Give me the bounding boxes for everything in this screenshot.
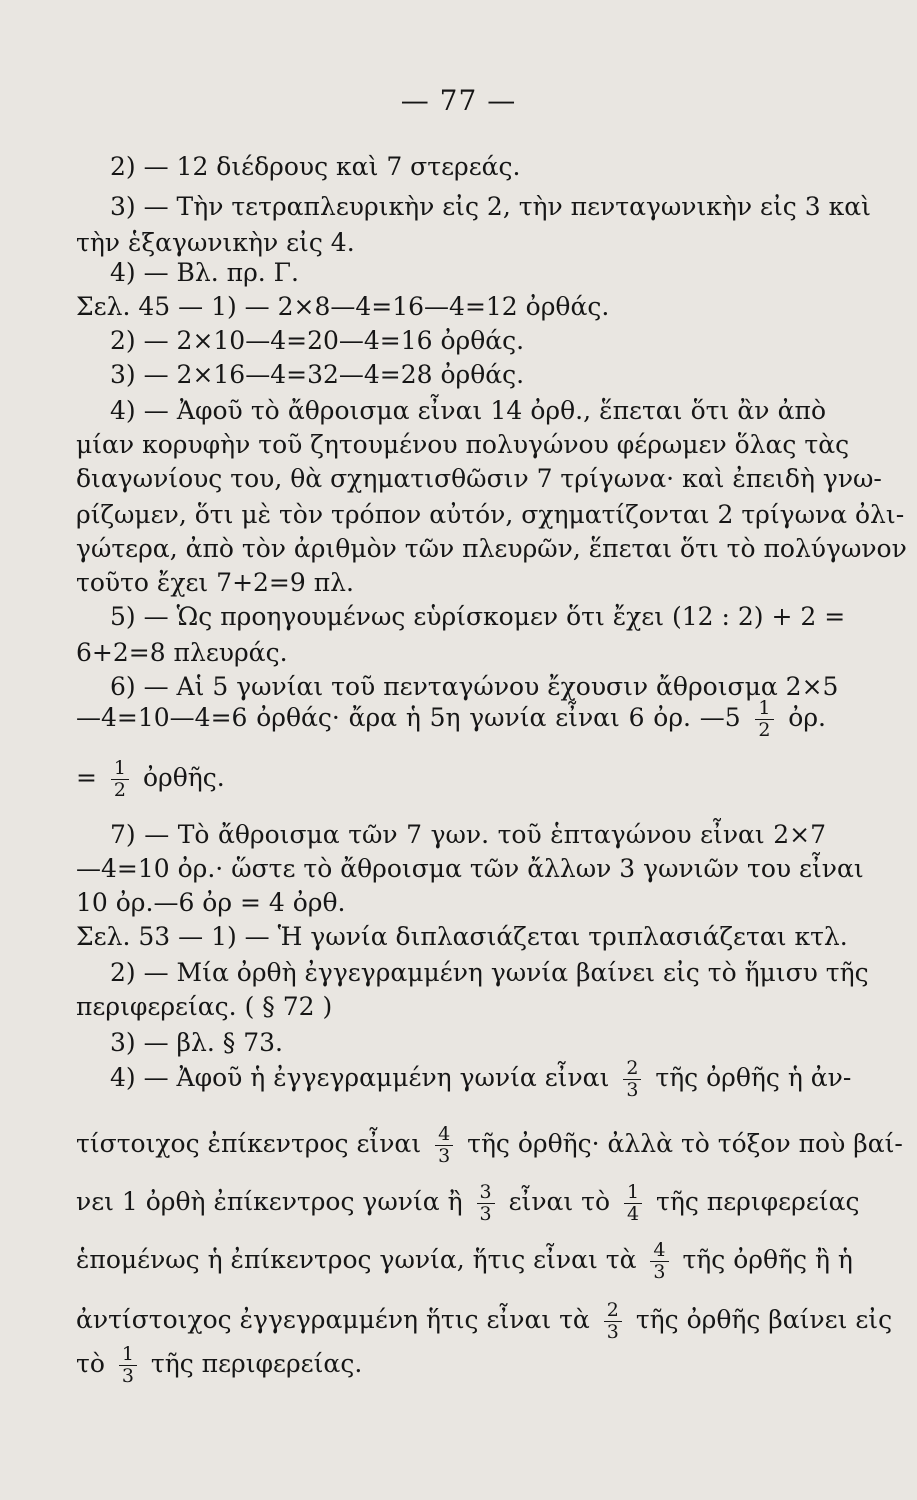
text-line: 10 ὀρ.—6 ὀρ = 4 ὀρθ. [76,888,346,917]
text-line: διαγωνίους του, θὰ σχηματισθῶσιν 7 τρίγωνα· καὶ ἐπειδὴ γνω- [76,464,882,493]
text-line: μίαν κορυφὴν τοῦ ζητουμένου πολυγώνου φέρωμεν ὅλας τὰς [76,430,850,459]
fraction-numerator: 3 [477,1182,495,1204]
fraction-denominator: 3 [626,1079,639,1101]
text-segment: τῆς περιφερείας [656,1187,860,1216]
text-line: περιφερείας. ( § 72 ) [76,992,333,1021]
text-line: 2) — 2×10—4=20—4=16 ὀρθάς. [110,326,525,355]
fraction-denominator: 3 [479,1203,492,1225]
fraction-denominator: 2 [758,719,771,741]
text-line: 2) — 12 διέδρους καὶ 7 στερεάς. [110,152,521,181]
fraction-denominator: 3 [653,1261,666,1283]
fraction [623,1058,641,1101]
text-line [76,698,826,741]
text-segment: εἶναι τὸ [508,1187,611,1216]
text-segment: τῆς περιφερείας. [150,1349,363,1378]
text-line: 6+2=8 πλευράς. [76,638,288,667]
text-line: —4=10 ὀρ.· ὥστε τὸ ἄθροισμα τῶν ἄλλων 3 γωνιῶν του εἶναι [76,854,864,883]
text-segment: = [76,763,97,792]
fraction-numerator: 4 [435,1124,453,1146]
fraction [477,1182,495,1225]
fraction-denominator: 3 [121,1365,134,1387]
page-number: — 77 — [400,84,517,117]
text-segment: ὀρ. [788,703,826,732]
text-line [76,1181,860,1225]
text-segment: 4) — Ἀφοῦ ἡ ἐγγεγραμμένη γωνία εἶναι [110,1063,610,1092]
text-line: τοῦτο ἔχει 7+2=9 πλ. [76,568,354,597]
text-segment: τίστοιχος ἐπίκεντρος εἶναι [76,1129,422,1158]
fraction-numerator: 4 [650,1240,668,1262]
text-segment: ὀρθῆς. [142,763,225,792]
text-line: Σελ. 45 — 1) — 2×8—4=16—4=12 ὀρθάς. [76,292,610,321]
text-segment: τῆς ὀρθῆς ἡ ἀν- [655,1063,852,1092]
fraction [624,1182,642,1225]
text-line: Σελ. 53 — 1) — Ἡ γωνία διπλασιάζεται τριπλασιάζεται κτλ. [76,922,848,951]
text-line: 3) — βλ. § 73. [110,1028,283,1057]
fraction-numerator: 1 [111,758,129,780]
text-line: 2) — Μία ὀρθὴ ἐγγεγραμμένη γωνία βαίνει εἰς τὸ ἥμισυ τῆς [110,958,869,987]
text-segment: τῆς ὀρθῆς ἢ ἡ [682,1245,853,1274]
text-line: 4) — Ἀφοῦ τὸ ἄθροισμα εἶναι 14 ὀρθ., ἕπεται ὅτι ἂν ἀπὸ [110,396,826,425]
text-line [76,1344,826,1387]
fraction [650,1240,668,1283]
text-line: τὴν ἑξαγωνικὴν εἰς 4. [76,228,355,257]
fraction [435,1124,453,1167]
fraction-denominator: 3 [606,1321,619,1343]
fraction-denominator: 4 [626,1203,640,1225]
text-segment: ἑπομένως ἡ ἐπίκεντρος γωνία, ἥτις εἶναι τὰ [76,1245,637,1274]
text-segment: —4=10—4=6 ὀρθάς· ἄρα ἡ 5η γωνία εἶναι 6 ὀρ. —5 [76,703,741,732]
text-line: ρίζωμεν, ὅτι μὲ τὸν τρόπον αὐτόν, σχηματίζονται 2 τρίγωνα ὀλι- [76,500,905,529]
fraction [119,1344,137,1387]
fraction [755,698,773,741]
text-segment: νει 1 ὀρθὴ ἐπίκεντρος γωνία ἢ [76,1187,463,1216]
text-line: 3) — Τὴν τετραπλευρικὴν εἰς 2, τὴν πενταγωνικὴν εἰς 3 καὶ [110,192,871,221]
fraction-numerator: 2 [604,1300,622,1322]
text-line: 5) — Ὡς προηγουμένως εὑρίσκομεν ὅτι ἔχει (12 : 2) + 2 = [110,602,846,631]
text-line [76,758,826,801]
text-segment: ἀντίστοιχος ἐγγεγραμμένη ἥτις εἶναι τὰ [76,1305,590,1334]
text-line [76,1299,893,1343]
fraction-denominator: 3 [438,1145,451,1167]
text-line: 4) — Βλ. πρ. Γ. [110,258,299,287]
fraction-numerator: 1 [755,698,773,720]
text-line [76,1239,853,1283]
text-line [76,1123,903,1167]
fraction [604,1300,622,1343]
text-segment: τῆς ὀρθῆς βαίνει εἰς [635,1305,893,1334]
fraction-numerator: 1 [119,1344,137,1366]
text-line: 7) — Τὸ ἄθροισμα τῶν 7 γων. τοῦ ἑπταγώνου εἶναι 2×7 [110,820,826,849]
text-line: 3) — 2×16—4=32—4=28 ὀρθάς. [110,360,525,389]
text-line [110,1057,852,1101]
fraction [111,758,129,801]
text-segment: τὸ [76,1349,105,1378]
text-segment: τῆς ὀρθῆς· ἀλλὰ τὸ τόξον ποὺ βαί- [467,1129,903,1158]
fraction-numerator: 1 [624,1182,642,1204]
text-line: γώτερα, ἀπὸ τὸν ἀριθμὸν τῶν πλευρῶν, ἕπεται ὅτι τὸ πολύγωνον [76,534,907,563]
fraction-numerator: 2 [623,1058,641,1080]
text-line: 6) — Αἱ 5 γωνίαι τοῦ πενταγώνου ἔχουσιν ἄθροισμα 2×5 [110,672,839,701]
fraction-denominator: 2 [113,779,126,801]
